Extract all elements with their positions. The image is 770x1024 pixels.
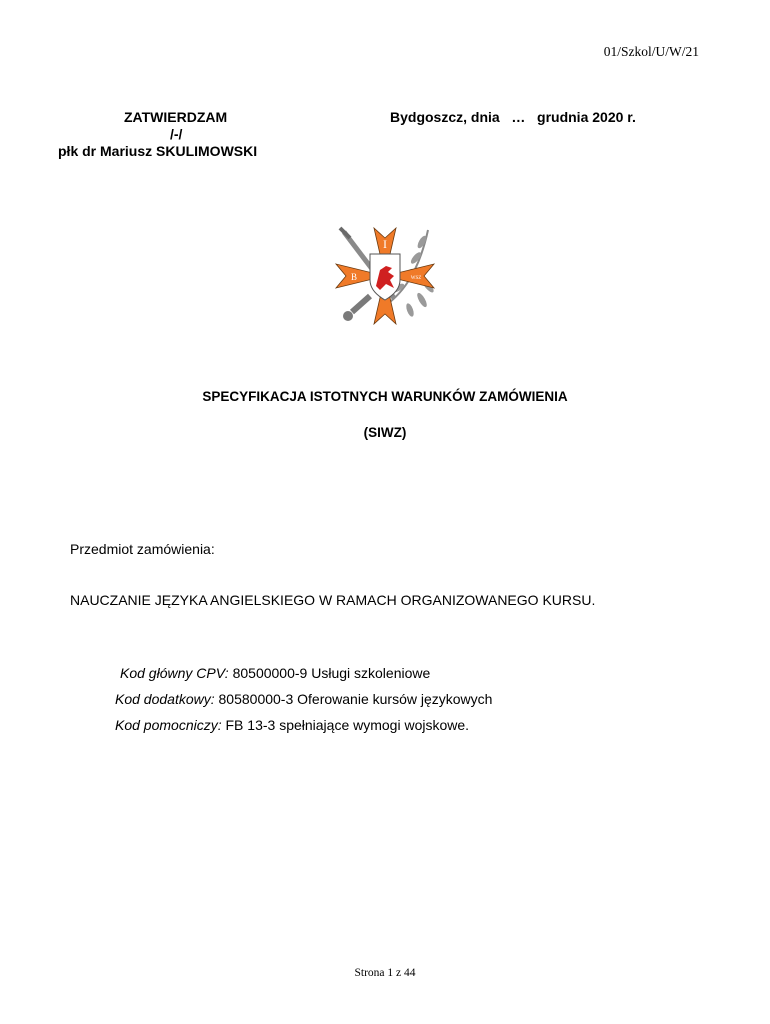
subject-text: NAUCZANIE JĘZYKA ANGIELSKIEGO W RAMACH ORGANIZOWANEGO KURSU. bbox=[70, 592, 596, 608]
document-reference: 01/Szkol/U/W/21 bbox=[603, 44, 699, 59]
emblem-letter-right: WSZ bbox=[410, 276, 422, 281]
approval-heading: ZATWIERDZAM bbox=[124, 109, 228, 125]
document-title bbox=[0, 389, 770, 440]
cpv-code-main bbox=[115, 660, 492, 686]
approval-signature-mark: /-/ bbox=[170, 126, 183, 142]
emblem-letter-top: I bbox=[383, 237, 387, 251]
cpv-code-auxiliary bbox=[115, 712, 492, 738]
place-and-date: Bydgoszcz, dnia … grudnia 2020 r. bbox=[390, 109, 636, 125]
cpv-code-label: Kod pomocniczy: bbox=[115, 717, 222, 733]
document-title-text: SPECYFIKACJA ISTOTNYCH WARUNKÓW ZAMÓWIENIA bbox=[202, 389, 568, 404]
military-unit-emblem-icon bbox=[330, 226, 440, 326]
emblem-letter-left: B bbox=[350, 272, 358, 282]
cpv-code-value: 80500000-9 Usługi szkoleniowe bbox=[232, 665, 431, 681]
cpv-code-value: 80580000-3 Oferowanie kursów językowych bbox=[218, 691, 493, 707]
approval-block bbox=[58, 109, 308, 160]
approver-name: płk dr Mariusz SKULIMOWSKI bbox=[58, 143, 258, 159]
document-title-abbrev: (SIWZ) bbox=[363, 425, 407, 440]
cpv-code-additional bbox=[115, 686, 492, 712]
page-number: Strona 1 z 44 bbox=[354, 967, 416, 979]
cpv-code-label: Kod główny CPV: bbox=[120, 665, 229, 681]
cpv-code-value: FB 13-3 spełniające wymogi wojskowe. bbox=[225, 717, 470, 733]
cpv-code-label: Kod dodatkowy: bbox=[115, 691, 215, 707]
subject-label: Przedmiot zamówienia: bbox=[70, 541, 215, 557]
cpv-codes bbox=[115, 660, 492, 738]
